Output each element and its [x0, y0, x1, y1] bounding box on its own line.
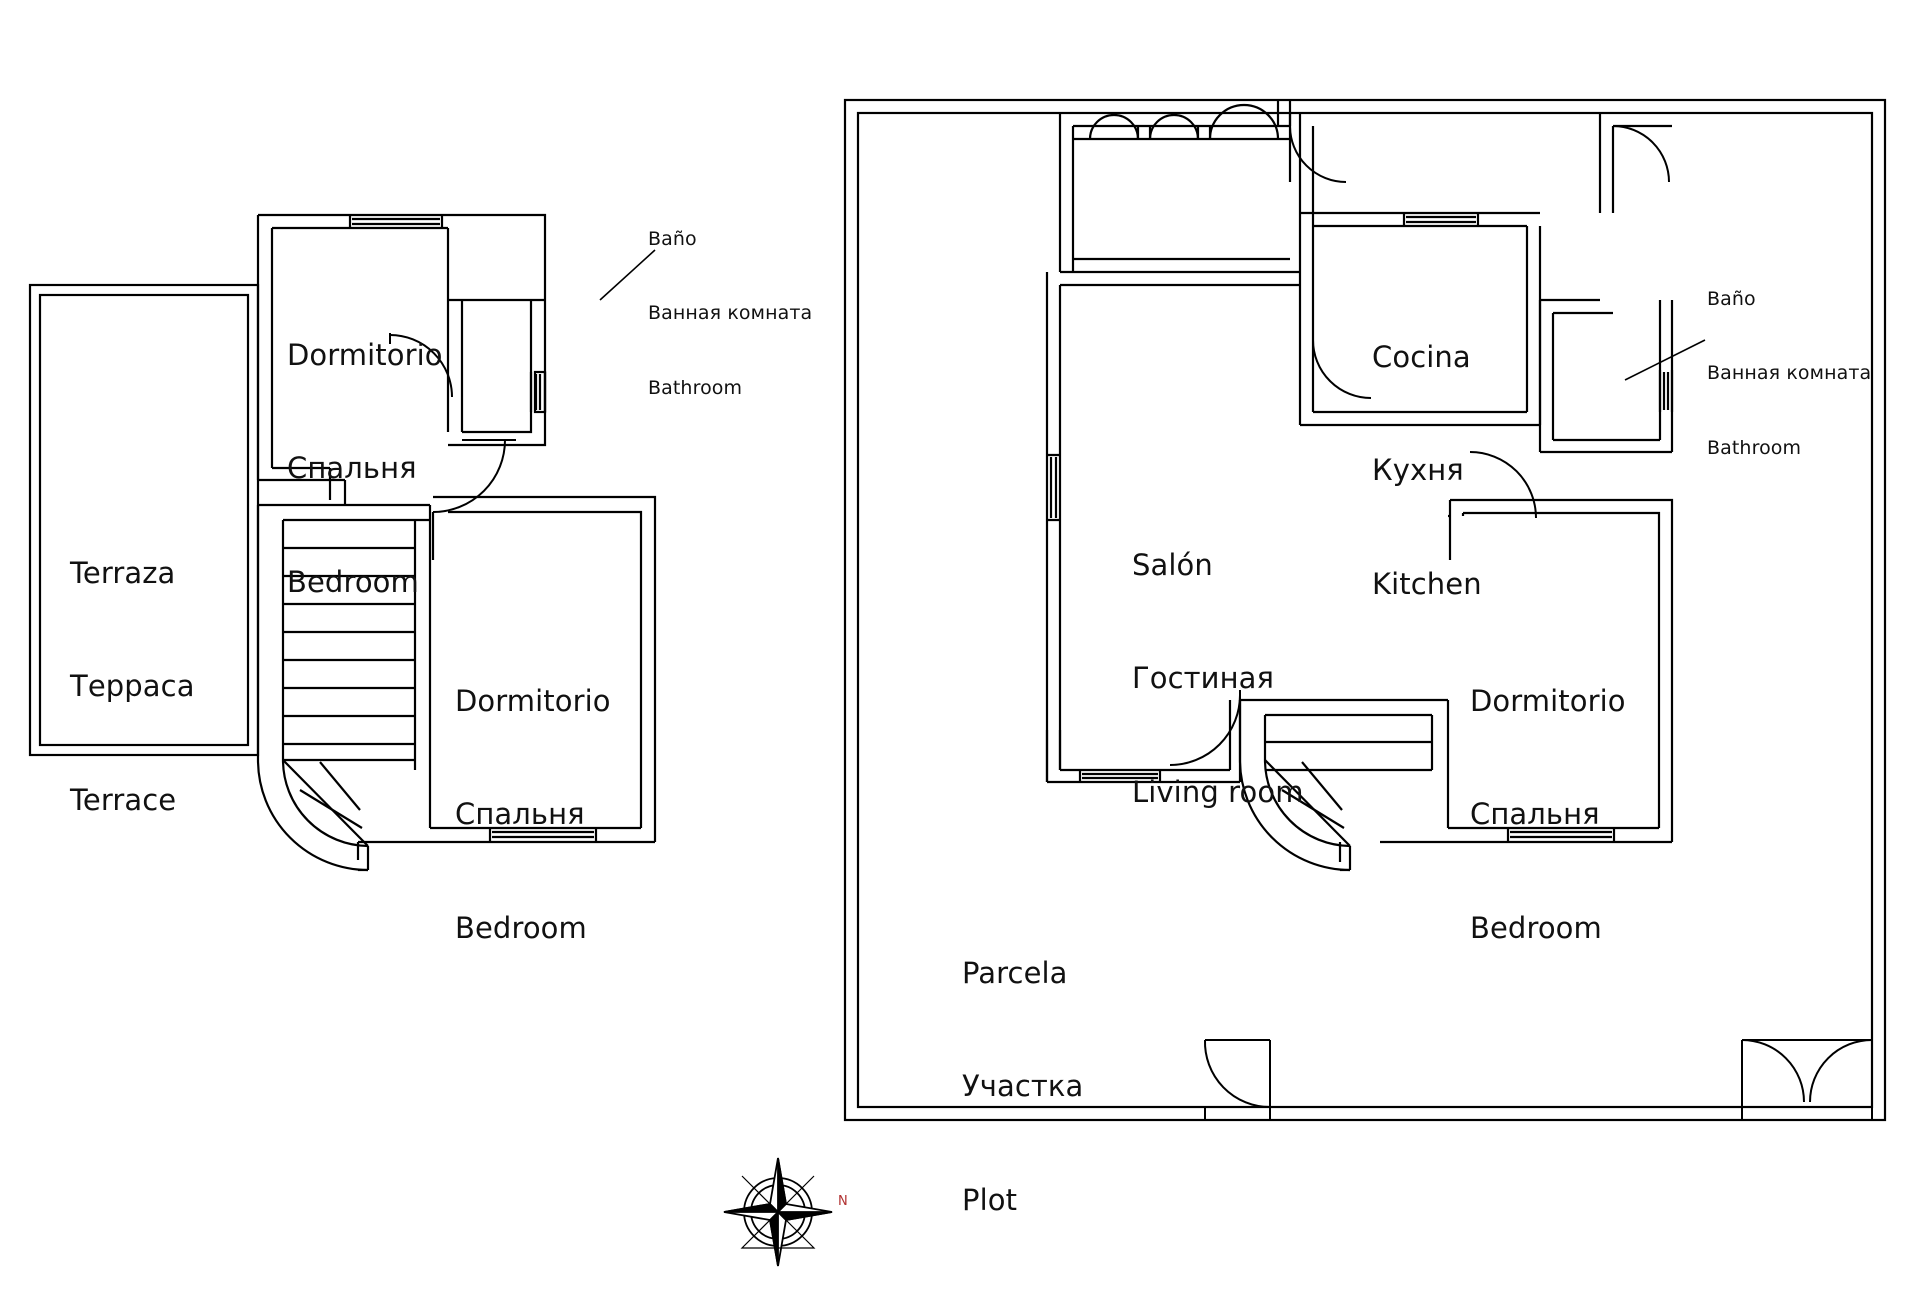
bedroom-upper-south-label-es: Dormitorio: [455, 684, 611, 719]
terrace-label-en: Terrace: [70, 782, 177, 817]
callout-label-bathroom-upper: [648, 178, 812, 450]
room-label-bedroom-upper-south: [455, 608, 611, 1023]
room-label-terrace: [70, 480, 195, 895]
bathroom-lower-label-es: Baño: [1707, 288, 1756, 311]
compass-rose: [724, 1158, 832, 1266]
room-label-plot: [962, 880, 1083, 1295]
bathroom-upper-label-ru: Ванная комната: [648, 302, 813, 325]
kitchen-label-ru: Кухня: [1372, 453, 1464, 488]
kitchen-label-en: Kitchen: [1372, 566, 1482, 601]
bathroom-lower-label-ru: Ванная комната: [1707, 362, 1872, 385]
bedroom-upper-north-label-es: Dormitorio: [287, 338, 443, 373]
compass-north-label: N: [838, 1194, 848, 1209]
plot-label-ru: Участка: [962, 1069, 1084, 1104]
plot-label-es: Parcela: [962, 956, 1068, 991]
bathroom-lower-walls: [1540, 113, 1672, 452]
bedroom-lower-label-en: Bedroom: [1470, 910, 1602, 945]
callout-leader-upper: [600, 250, 655, 300]
plot-gate-left: [1205, 1040, 1270, 1120]
door-swing-hallway: [433, 440, 512, 512]
terrace-label-ru: Терраса: [70, 669, 195, 704]
room-label-living-room: [1132, 472, 1304, 887]
living-room-label-ru: Гостиная: [1132, 661, 1275, 696]
bedroom-upper-north-label-en: Bedroom: [287, 564, 419, 599]
room-label-kitchen: [1372, 264, 1482, 679]
room-label-bedroom-upper-north: [287, 262, 443, 677]
bedroom-lower-label-es: Dormitorio: [1470, 684, 1626, 719]
living-room-label-en: Living room: [1132, 774, 1304, 809]
kitchen-label-es: Cocina: [1372, 340, 1471, 375]
room-label-bedroom-lower: [1470, 608, 1626, 1023]
bedroom-upper-north-label-ru: Спальня: [287, 451, 417, 486]
bathroom-upper-label-en: Bathroom: [648, 376, 743, 399]
callout-label-bathroom-lower: [1707, 238, 1871, 510]
bedroom-upper-south-label-ru: Спальня: [455, 797, 585, 832]
porch-lower-walls: [1060, 100, 1346, 272]
plot-label-en: Plot: [962, 1182, 1018, 1217]
terrace-label-es: Terraza: [70, 556, 176, 591]
bedroom-upper-south-label-en: Bedroom: [455, 910, 587, 945]
bathroom-lower-label-en: Bathroom: [1707, 436, 1802, 459]
bedroom-lower-label-ru: Спальня: [1470, 797, 1600, 832]
bathroom-upper-label-es: Baño: [648, 228, 697, 251]
living-room-label-es: Salón: [1132, 548, 1213, 583]
